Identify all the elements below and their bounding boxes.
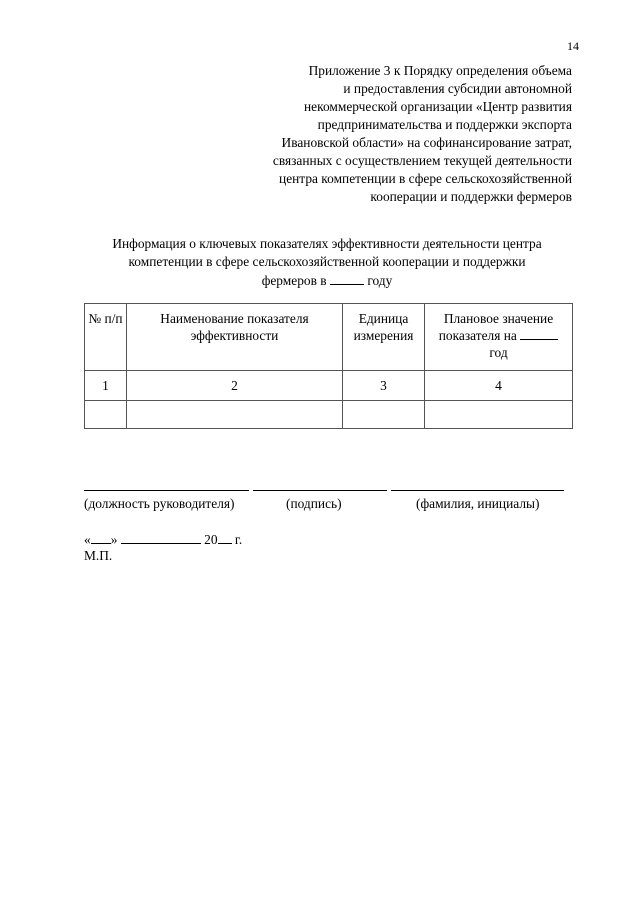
empty-data-row [85,401,573,429]
appendix-line: кооперации и поддержки фермеров [370,189,572,204]
table-header-row [85,304,573,371]
appendix-line: некоммерческой организации «Центр развития [304,99,572,114]
title-line: Информация о ключевых показателях эффективности деятельности центра [112,236,542,251]
appendix-line: Приложение 3 к Порядку определения объема [308,63,572,78]
year-prefix: 20 [204,532,218,547]
name-signature-line[interactable] [391,490,564,491]
appendix-line: предпринимательства и поддержки экспорта [317,117,572,132]
document-title [70,235,584,290]
header-year-blank [520,327,558,340]
column-number: 3 [343,371,425,401]
column-numbers-row [85,371,573,401]
month-blank-field[interactable] [121,530,201,544]
date-open-quote: « [84,532,91,547]
year-abbreviation: г. [234,532,243,547]
name-label: (фамилия, инициалы) [416,496,540,511]
appendix-line: и предоставления субсидии автономной [343,81,572,96]
date-close-quote: » [110,532,118,547]
stamp-place-label: М.П. [84,548,113,563]
header-indicator-name: Наименование показателя эффективности [127,304,343,371]
appendix-line: связанных с осуществлением текущей деятельности [272,153,572,168]
title-line-end: году [367,273,393,288]
table-cell[interactable] [425,401,573,429]
table-cell[interactable] [127,401,343,429]
table-cell[interactable] [85,401,127,429]
title-line [70,271,584,290]
table-cell[interactable] [343,401,425,429]
header-unit: Единица измерения [343,304,425,371]
header-planned-value [425,304,573,371]
appendix-line: Ивановской области» на софинансирование затрат, [281,135,572,150]
header-year-word: год [489,345,508,360]
day-blank-field[interactable] [91,530,111,544]
title-line-start: фермеров в [261,273,327,288]
header-planned-value-text: Плановое значение показателя на [438,311,554,343]
title-line: компетенции в сфере сельскохозяйственной кооперации и поддержки [128,254,526,269]
signature-line[interactable] [253,490,387,491]
year-blank-field[interactable] [330,271,364,285]
column-number: 4 [425,371,573,401]
column-number: 2 [127,371,343,401]
position-label: (должность руководителя) [84,496,235,511]
page-number: 14 [567,39,579,53]
year-suffix-blank-field[interactable] [218,530,232,544]
appendix-header [220,62,572,206]
indicators-table [84,303,573,429]
header-number: № п/п [85,304,127,371]
signature-label: (подпись) [286,496,342,511]
column-number: 1 [85,371,127,401]
appendix-line: центра компетенции в сфере сельскохозяйственной [279,171,572,186]
position-signature-line[interactable] [84,490,249,491]
